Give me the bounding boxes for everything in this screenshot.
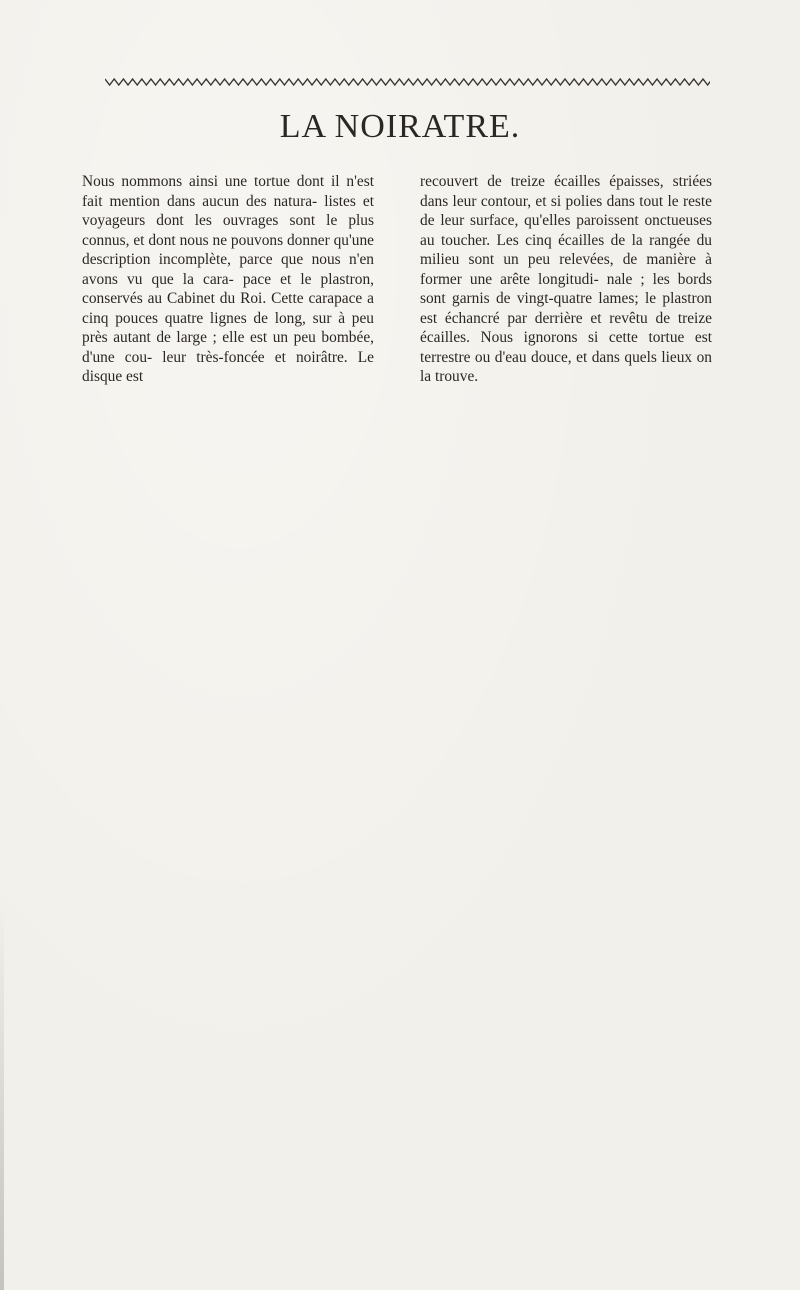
- body-paragraph: recouvert de treize écailles épaisses, striées dans leur contour, et si polies dans tout le reste de leur surface, qu'elles paroissent onctueuses au toucher. Les cinq écailles de la rangée du milieu sont un peu relevées, de manière à former une arête longitudi- nale ; les bords sont garnis de vingt-quatre lames; le plastron est échancré par derrière et revêtu de treize écailles. Nous ignorons si cette tortue est terrestre ou d'eau douce, et dans quels lieux on la trouve.: [420, 173, 712, 386]
- text-column-left: [82, 172, 374, 387]
- ornamental-header-rule: [105, 76, 710, 88]
- text-column-right: [420, 172, 712, 387]
- page-edge-shadow: [0, 900, 4, 1290]
- body-paragraph: Nous nommons ainsi une tortue dont il n'est fait mention dans aucun des natura- listes et voyageurs dont les ouvrages sont le plus connus, et dont nous ne pouvons donner qu'une description incomplète, parce que nous n'en avons vu que la cara- pace et le plastron, conservés au Cabinet du Roi. Cette carapace a cinq pouces quatre lignes de long, sur à peu près autant de large ; elle est un peu bombée, d'une cou- leur très-foncée et noirâtre. Le disque est: [82, 173, 374, 386]
- ornament-zigzag-icon: [105, 76, 710, 88]
- page-title: LA NOIRATRE.: [279, 108, 521, 145]
